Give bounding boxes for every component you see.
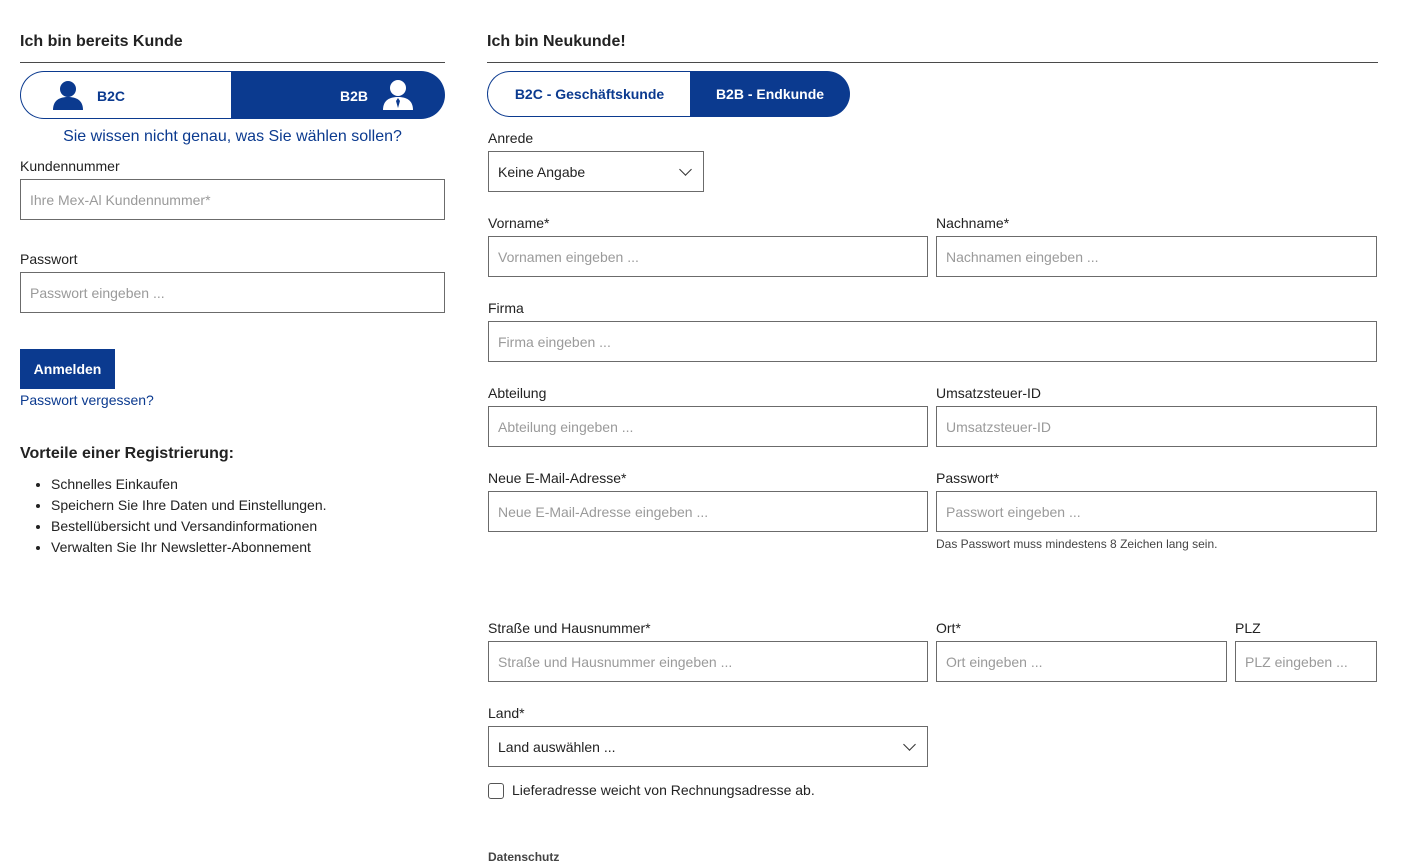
last-name-label: Nachname* bbox=[936, 215, 1010, 231]
tab-b2c-business[interactable]: B2C - Geschäftskunde bbox=[487, 71, 691, 117]
email-placeholder: Neue E-Mail-Adresse eingeben ... bbox=[498, 503, 709, 520]
customer-number-input[interactable] bbox=[20, 179, 445, 220]
email-input[interactable] bbox=[488, 491, 928, 532]
benefits-heading: Vorteile einer Registrierung: bbox=[20, 445, 234, 462]
login-password-input[interactable] bbox=[20, 272, 445, 313]
tab-b2b-end[interactable]: B2B - Endkunde bbox=[690, 71, 850, 117]
benefit-item: • Speichern Sie Ihre Daten und Einstellungen. bbox=[51, 495, 471, 516]
company-label: Firma bbox=[488, 300, 524, 316]
zip-placeholder: PLZ eingeben ... bbox=[1245, 653, 1348, 670]
toggle-b2c-label: B2C bbox=[97, 88, 126, 104]
country-label: Land* bbox=[488, 705, 525, 721]
vat-id-placeholder: Umsatzsteuer-ID bbox=[946, 418, 1052, 435]
country-value: Land auswählen ... bbox=[498, 738, 616, 755]
chevron-down-icon bbox=[679, 163, 692, 176]
login-password-placeholder: Passwort eingeben ... bbox=[30, 284, 165, 301]
register-password-label: Passwort* bbox=[936, 470, 1000, 486]
login-heading: Ich bin bereits Kunde bbox=[20, 33, 183, 50]
different-shipping-label: Lieferadresse weicht von Rechnungsadresse ab. bbox=[512, 782, 815, 798]
vat-id-label: Umsatzsteuer-ID bbox=[936, 385, 1042, 401]
register-heading: Ich bin Neukunde! bbox=[487, 33, 626, 50]
country-select[interactable] bbox=[488, 726, 928, 767]
benefit-item: • Schnelles Einkaufen bbox=[51, 474, 471, 495]
password-hint: Das Passwort muss mindestens 8 Zeichen lang sein. bbox=[936, 537, 1218, 551]
toggle-b2c[interactable] bbox=[20, 71, 232, 119]
city-label: Ort* bbox=[936, 620, 961, 636]
login-divider bbox=[20, 62, 445, 63]
register-password-input[interactable] bbox=[936, 491, 1377, 532]
benefits-list bbox=[20, 474, 471, 558]
company-input[interactable] bbox=[488, 321, 1377, 362]
street-placeholder: Straße und Hausnummer eingeben ... bbox=[498, 653, 733, 670]
person-icon bbox=[52, 80, 84, 110]
chevron-down-icon bbox=[903, 738, 916, 751]
toggle-b2b-label: B2B bbox=[340, 88, 369, 104]
register-divider bbox=[487, 62, 1378, 63]
login-password-label: Passwort bbox=[20, 251, 78, 267]
first-name-placeholder: Vornamen eingeben ... bbox=[498, 248, 639, 265]
street-input[interactable] bbox=[488, 641, 928, 682]
city-input[interactable] bbox=[936, 641, 1227, 682]
toggle-b2b[interactable] bbox=[231, 71, 445, 119]
customer-number-label: Kundennummer bbox=[20, 158, 120, 174]
salutation-label: Anrede bbox=[488, 130, 534, 146]
vat-id-input[interactable] bbox=[936, 406, 1377, 447]
department-input[interactable] bbox=[488, 406, 928, 447]
salutation-select[interactable] bbox=[488, 151, 704, 192]
help-link[interactable]: Sie wissen nicht genau, was Sie wählen sollen? bbox=[63, 128, 402, 145]
department-label: Abteilung bbox=[488, 385, 547, 401]
first-name-input[interactable] bbox=[488, 236, 928, 277]
zip-label: PLZ bbox=[1235, 620, 1261, 636]
login-button[interactable]: Anmelden bbox=[20, 349, 115, 389]
company-placeholder: Firma eingeben ... bbox=[498, 333, 611, 350]
privacy-heading: Datenschutz bbox=[488, 850, 560, 864]
department-placeholder: Abteilung eingeben ... bbox=[498, 418, 634, 435]
benefit-item: • Verwalten Sie Ihr Newsletter-Abonnement bbox=[51, 537, 471, 558]
customer-number-placeholder: Ihre Mex-Al Kundennummer* bbox=[30, 191, 211, 208]
different-shipping-checkbox[interactable] bbox=[488, 783, 504, 799]
business-person-icon bbox=[382, 79, 414, 110]
last-name-input[interactable] bbox=[936, 236, 1377, 277]
benefit-item: • Bestellübersicht und Versandinformationen bbox=[51, 516, 471, 537]
street-label: Straße und Hausnummer* bbox=[488, 620, 651, 636]
email-label: Neue E-Mail-Adresse* bbox=[488, 470, 627, 486]
last-name-placeholder: Nachnamen eingeben ... bbox=[946, 248, 1099, 265]
register-password-placeholder: Passwort eingeben ... bbox=[946, 503, 1081, 520]
city-placeholder: Ort eingeben ... bbox=[946, 653, 1043, 670]
forgot-password-link[interactable]: Passwort vergessen? bbox=[20, 392, 154, 408]
zip-input[interactable] bbox=[1235, 641, 1377, 682]
salutation-value: Keine Angabe bbox=[498, 163, 586, 180]
first-name-label: Vorname* bbox=[488, 215, 550, 231]
